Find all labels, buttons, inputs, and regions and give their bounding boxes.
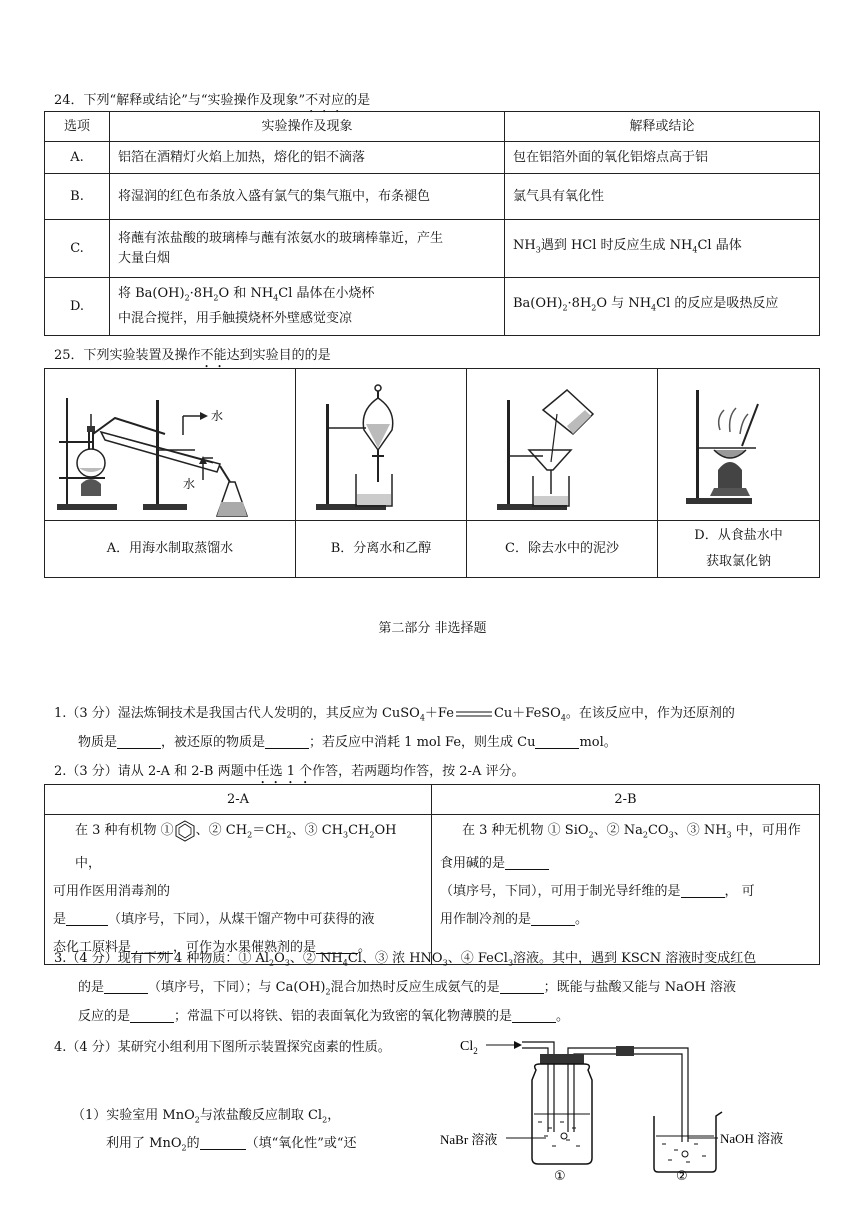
part2-title: 第二部分 非选择题 xyxy=(378,621,487,636)
table-row: B. 将湿润的红色布条放入盛有氯气的集气瓶中，布条褪色 氯气具有氧化性 xyxy=(45,174,820,220)
table-row: C. 将蘸有浓盐酸的玻璃棒与蘸有浓氨水的玻璃棒靠近，产生 大量白烟 $NH_3$遇到 HCl 时反应生成 $NH_4Cl$ 晶体 xyxy=(45,220,820,278)
q4-title: 4.（4 分）某研究小组利用下图所示装置探究卤素的性质。 xyxy=(54,1040,391,1055)
apparatus-separatory-funnel xyxy=(296,369,467,521)
halogen-apparatus xyxy=(436,1032,816,1192)
q1-line-2: 物质是 ，被还原的物质是 ；若反应中消耗 1 mol Fe，则生成 Cu mol。 xyxy=(78,735,617,750)
q4-part1-line-1: （1）实验室用 MnO$_2$与浓盐酸反应制取 $Cl_2$， xyxy=(72,1108,341,1125)
equals-sign xyxy=(454,709,494,719)
q2-col-a-body: 在 3 种有机物 ① 、② $CH_2=CH_2$、③ $CH_3CH_2OH$ 中， 可用作医用消毒剂的 是 （填序号，下同），从煤干馏产物中可获得的液 态化工原料是 ，可作为水果催熟剂的是 。 xyxy=(45,815,432,965)
distillation-figure xyxy=(45,370,295,520)
funnel-figure xyxy=(296,370,466,520)
answer-blank[interactable] xyxy=(681,883,725,898)
q25-title: 25．下列实验装置及操作不能达到实验目的的是 xyxy=(54,348,331,363)
q24-title: 24．下列“解释或结论”与“实验操作及现象”不对应的是 xyxy=(54,93,371,108)
q4-part1-line-2: 利用了 MnO$_2$的 （填“氧化性”或“还 xyxy=(106,1136,357,1153)
vessel-1-number: ① xyxy=(554,1169,566,1184)
apparatus-filtration xyxy=(467,369,658,521)
q25-table xyxy=(44,368,820,578)
evaporation-figure xyxy=(658,370,818,520)
apparatus-evaporation xyxy=(658,369,820,521)
vessel-2-number: ② xyxy=(676,1169,688,1184)
water-label-top: 水 xyxy=(211,408,224,423)
q24-header-option: 选项 xyxy=(45,112,110,142)
answer-blank[interactable] xyxy=(535,734,579,749)
answer-blank[interactable] xyxy=(117,734,161,749)
halogen-apparatus-figure xyxy=(436,1032,816,1192)
q24-header-operation: 实验操作及现象 xyxy=(110,112,505,142)
q25-option-b: B．分离水和乙醇 xyxy=(296,521,467,578)
q25-option-d: D．从食盐水中 获取氯化钠 xyxy=(658,521,820,578)
answer-blank[interactable] xyxy=(512,1008,556,1023)
q2-col-a-header: 2-A xyxy=(45,785,432,815)
apparatus-distillation xyxy=(45,369,296,521)
q24-header-conclusion: 解释或结论 xyxy=(505,112,820,142)
q24-emphasis: 不对应 xyxy=(305,93,345,108)
q2-emphasis: 任选 1 个 xyxy=(256,764,313,779)
answer-blank[interactable] xyxy=(66,911,108,926)
answer-blank[interactable] xyxy=(200,1135,246,1150)
answer-blank[interactable] xyxy=(265,734,309,749)
nabr-label: NaBr 溶液 xyxy=(440,1132,498,1147)
q2-col-b-header: 2-B xyxy=(432,785,820,815)
cl2-label: $Cl_2$ xyxy=(460,1039,478,1056)
q1-line-1: 1.（3 分）湿法炼铜技术是我国古代人发明的，其反应为 CuSO$_4$＋Fe Cu＋FeSO$_4$。在该反应中，作为还原剂的 xyxy=(54,706,735,723)
answer-blank[interactable] xyxy=(500,979,544,994)
benzene-ring-icon xyxy=(174,819,196,843)
table-row: A. 铝箔在酒精灯火焰上加热，熔化的铝不滴落 包在铝箔外面的氧化铝熔点高于铝 xyxy=(45,142,820,174)
answer-blank[interactable] xyxy=(505,855,549,870)
q3-line-1: 3.（4 分）现有下列 4 种物质：① $Al_2O_3$、② $NH_4Cl$、③ 浓 $HNO_3$、④ FeCl$_3$溶液。其中，遇到 KSCN 溶液时变成红色 xyxy=(54,951,757,968)
naoh-label: NaOH 溶液 xyxy=(720,1131,784,1146)
q2-title: 2.（3 分）请从 2-A 和 2-B 两题中任选 1 个作答，若两题均作答，按 2-A 评分。 xyxy=(54,764,525,779)
q24-table xyxy=(44,111,820,336)
q25-option-a: A．用海水制取蒸馏水 xyxy=(45,521,296,578)
q3-line-2: 的是 （填序号，下同）；与 $Ca(OH)_2$混合加热时反应生成氨气的是 ；既能与盐酸又能与 NaOH 溶液 xyxy=(78,980,736,997)
q25-emphasis: 不能 xyxy=(200,348,227,363)
table-row: D. 将 $Ba(OH)_2\cdot 8H_2O$ 和 $NH_4Cl$ 晶体在小烧杯 中混合搅拌，用手触摸烧杯外壁感觉变凉 $Ba(OH)_2\cdot 8H_2O$ 与 $NH_4Cl$ 的反应是吸热反应 xyxy=(45,278,820,336)
answer-blank[interactable] xyxy=(130,1008,174,1023)
water-label-bottom: 水 xyxy=(183,476,196,491)
q3-line-3: 反应的是 ；常温下可以将铁、铝的表面氧化为致密的氧化物薄膜的是 。 xyxy=(78,1009,570,1024)
filtration-figure xyxy=(467,370,657,520)
q2-table xyxy=(44,784,820,965)
answer-blank[interactable] xyxy=(104,979,148,994)
q25-option-c: C．除去水中的泥沙 xyxy=(467,521,658,578)
q2-col-b-body: 在 3 种无机物 ① SiO$_2$、② $Na_2CO_3$、③ $NH_3$ 中，可用作 食用碱的是 （填序号，下同），可用于制光导纤维的是 ， 可 用作制冷剂的是 。 xyxy=(432,815,820,965)
answer-blank[interactable] xyxy=(531,911,575,926)
